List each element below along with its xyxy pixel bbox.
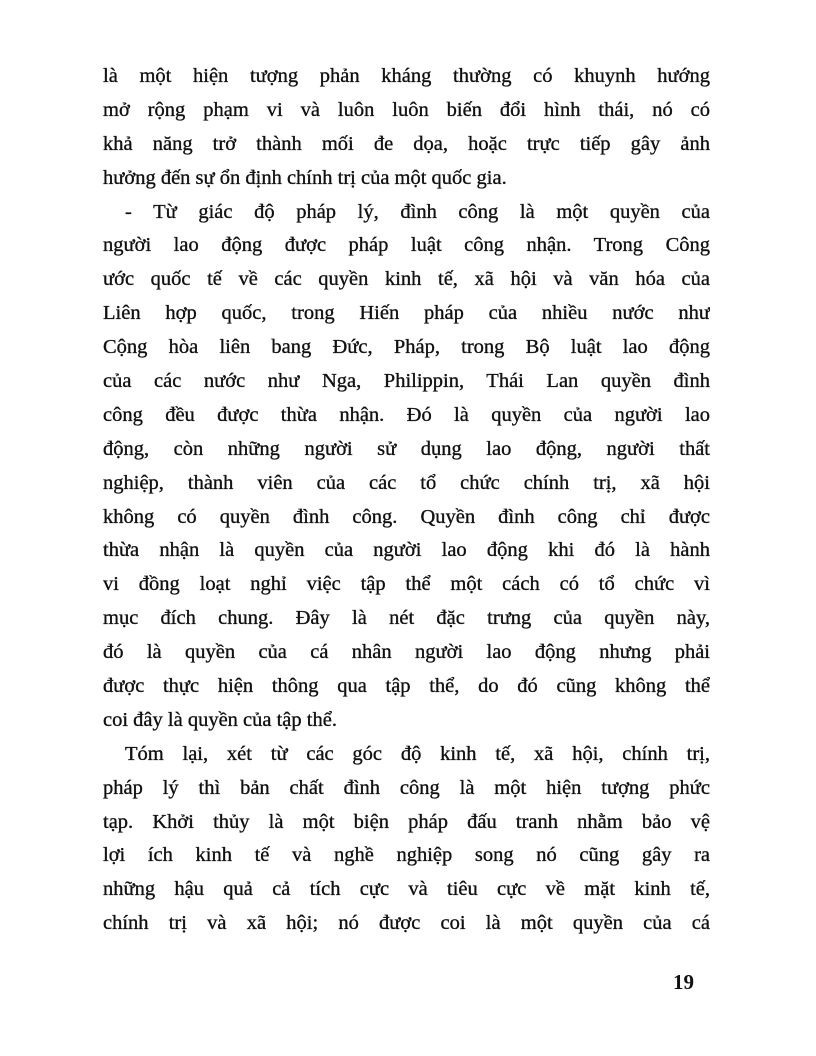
text-line: là một hiện tượng phản kháng thường có khuynh hướng bbox=[103, 65, 710, 87]
text-line: - Từ giác độ pháp lý, đình công là một quyền của bbox=[125, 200, 710, 223]
text-line: ước quốc tế về các quyền kinh tế, xã hội và văn hóa của bbox=[103, 268, 710, 291]
paragraph bbox=[103, 738, 710, 941]
text-line: pháp lý thì bản chất đình công là một hiện tượng phức bbox=[103, 776, 710, 799]
paragraph bbox=[103, 60, 710, 196]
text-line: được thực hiện thông qua tập thể, do đó cũng không thể bbox=[103, 675, 710, 698]
text-line: Tóm lại, xét từ các góc độ kinh tế, xã hội, chính trị, bbox=[125, 742, 710, 765]
text-line: động, còn những người sử dụng lao động, người thất bbox=[103, 437, 710, 460]
text-line: chính trị và xã hội; nó được coi là một quyền của cá bbox=[103, 912, 710, 935]
text-line: lợi ích kinh tế và nghề nghiệp song nó cũng gây ra bbox=[103, 844, 710, 867]
text-line: Cộng hòa liên bang Đức, Pháp, trong Bộ luật lao động bbox=[103, 336, 710, 359]
text-line: thừa nhận là quyền của người lao động khi đó là hành bbox=[103, 539, 710, 562]
text-line: khả năng trở thành mối đe dọa, hoặc trực tiếp gây ảnh bbox=[103, 132, 710, 155]
paragraph bbox=[103, 196, 710, 738]
text-line: tạp. Khởi thủy là một biện pháp đấu tranh nhằm bảo vệ bbox=[103, 810, 710, 833]
text-line: Liên hợp quốc, trong Hiến pháp của nhiều nước như bbox=[103, 302, 710, 325]
text-line: coi đây là quyền của tập thể. bbox=[103, 708, 337, 731]
text-line: của các nước như Nga, Philippin, Thái Lan quyền đình bbox=[103, 370, 710, 393]
text-line: không có quyền đình công. Quyền đình công chỉ được bbox=[103, 505, 710, 528]
text-line: vi đồng loạt nghỉ việc tập thể một cách có tổ chức vì bbox=[103, 573, 710, 596]
text-line: hưởng đến sự ổn định chính trị của một quốc gia. bbox=[103, 166, 507, 189]
page-body bbox=[103, 60, 710, 941]
text-line: những hậu quả cả tích cực và tiêu cực về mặt kinh tế, bbox=[103, 878, 710, 901]
text-line: công đều được thừa nhận. Đó là quyền của người lao bbox=[103, 403, 710, 426]
text-line: người lao động được pháp luật công nhận. Trong Công bbox=[103, 234, 710, 257]
text-line: mở rộng phạm vi và luôn luôn biến đổi hình thái, nó có bbox=[103, 98, 710, 121]
text-line: nghiệp, thành viên của các tổ chức chính trị, xã hội bbox=[103, 471, 710, 494]
text-line: mục đích chung. Đây là nét đặc trưng của quyền này, bbox=[103, 607, 710, 630]
page-number: 19 bbox=[673, 970, 694, 994]
text-line: đó là quyền của cá nhân người lao động nhưng phải bbox=[103, 641, 710, 664]
